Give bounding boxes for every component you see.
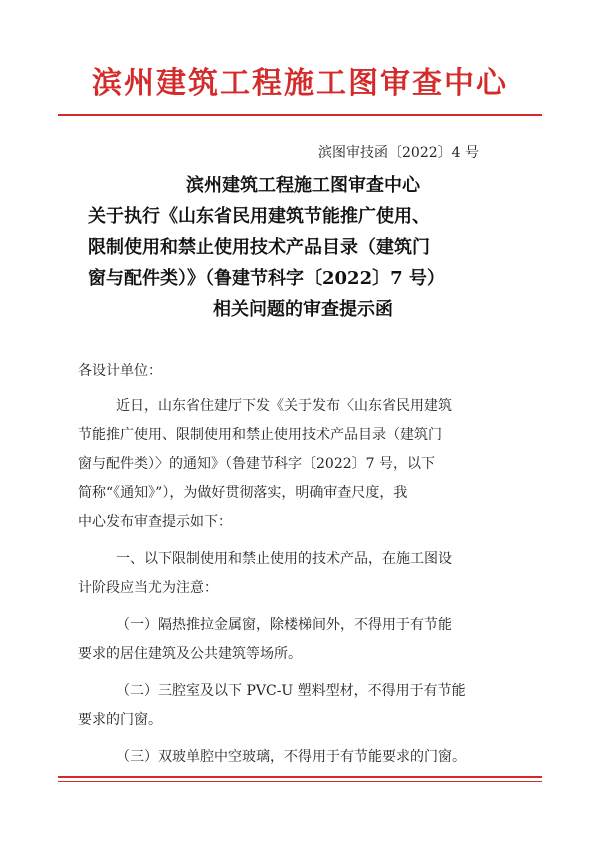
footer-divider-thick xyxy=(58,776,542,778)
body-line: （二）三腔室及以下 PVC-U 塑料型材，不得用于有节能 xyxy=(116,683,466,699)
salutation: 各设计单位： xyxy=(78,363,162,379)
title-line: 窗与配件类）》（鲁建节科字〔2022〕7 号） xyxy=(88,268,445,289)
body-line: 一、以下限制使用和禁止使用的技术产品，在施工图设 xyxy=(116,551,452,567)
title-line: 滨州建筑工程施工图审查中心 xyxy=(186,175,420,196)
body-line: 简称“《通知》”），为做好贯彻落实，明确审查尺度，我 xyxy=(78,485,408,501)
body-line: 要求的门窗。 xyxy=(78,712,162,728)
body-line: 窗与配件类）〉的通知》（鲁建节科字〔2022〕7 号，以下 xyxy=(78,456,435,472)
body-line: 节能推广使用、限制使用和禁止使用技术产品目录（建筑门 xyxy=(78,427,442,443)
document-body xyxy=(78,392,528,772)
body-line: 计阶段应当尤为注意： xyxy=(78,580,218,596)
body-line: 中心发布审查提示如下： xyxy=(78,514,232,530)
body-line: （一）隔热推拉金属窗，除楼梯间外，不得用于有节能 xyxy=(116,617,452,633)
body-line: （三）双玻单腔中空玻璃，不得用于有节能要求的门窗。 xyxy=(116,749,466,765)
title-line: 相关问题的审查提示函 xyxy=(213,299,393,320)
letterhead-org-name: 滨州建筑工程施工图审查中心 xyxy=(92,66,508,101)
title-line: 关于执行《山东省民用建筑节能推广使用、 xyxy=(88,206,430,227)
body-line: 要求的居住建筑及公共建筑等场所。 xyxy=(78,646,302,662)
document-title xyxy=(88,170,518,325)
footer-divider-thin xyxy=(58,781,542,782)
title-line: 限制使用和禁止使用技术产品目录（建筑门 xyxy=(88,237,430,258)
footer-red-divider xyxy=(58,776,542,782)
body-line: 近日，山东省住建厅下发《关于发布〈山东省民用建筑 xyxy=(116,398,452,414)
document-number: 滨图审技函〔2022〕4 号 xyxy=(318,145,479,161)
letterhead-red-divider xyxy=(58,114,542,116)
